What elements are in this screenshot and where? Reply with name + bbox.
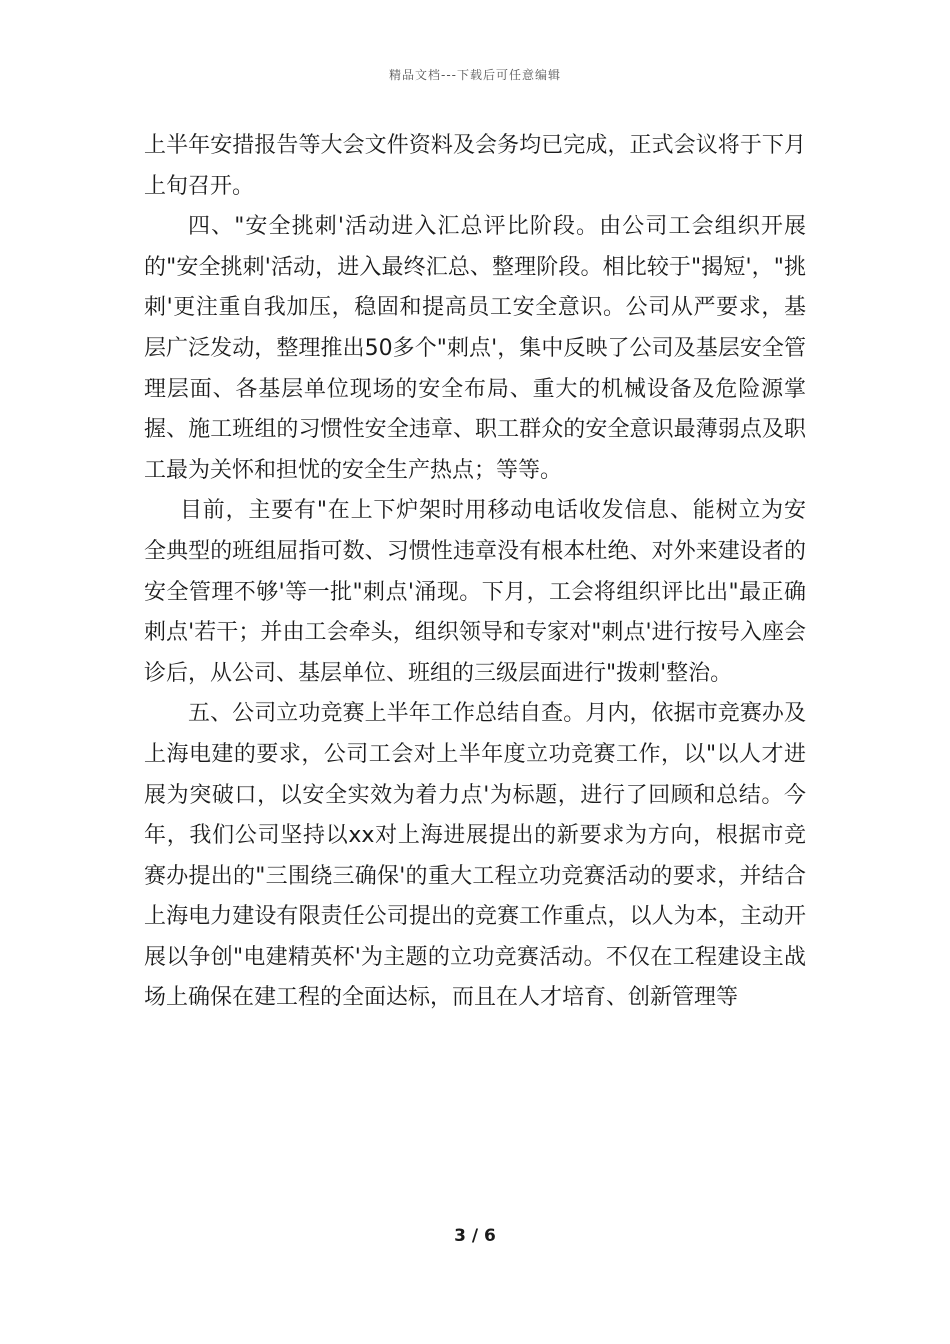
paragraph-section-five: 五、公司立功竞赛上半年工作总结自查。月内，依据市竞赛办及上海电建的要求，公司工会对上半年度立功竞赛工作，以"以人才进展为突破口，以安全实效为着力点'为标题，进行了回顾和总结。今年，我们公司坚持以xx对上海进展提出的新要求为方向，根据市竞赛办提出的"三围绕三确保'的重大工程立功竞赛活动的要求，并结合上海电力建设有限责任公司提出的竞赛工作重点，以人为本，主动开展以争创"电建精英杯'为主题的立功竞赛活动。不仅在工程建设主战场上确保在建工程的全面达标，而且在人才培育、创新管理等 <box>144 701 806 1011</box>
paragraph-continuation: 上半年安措报告等大会文件资料及会务均已完成，正式会议将于下月上旬召开。 <box>144 133 806 199</box>
page-header: 精品文档---下载后可任意编辑 <box>389 68 561 82</box>
document-body <box>144 126 806 1019</box>
page-number: 3 / 6 <box>454 1226 496 1246</box>
paragraph-section-four: 四、"安全挑刺'活动进入汇总评比阶段。由公司工会组织开展的"安全挑刺'活动，进入最终汇总、整理阶段。相比较于"揭短'，"挑刺'更注重自我加压，稳固和提高员工安全意识。公司从严要求，基层广泛发动，整理推出50多个"刺点'，集中反映了公司及基层安全管理层面、各基层单位现场的安全布局、重大的机械设备及危险源掌握、施工班组的习惯性安全违章、职工群众的安全意识最薄弱点及职工最为关怀和担忧的安全生产热点；等等。 <box>144 214 806 483</box>
paragraph-current-issues: 目前，主要有"在上下炉架时用移动电话收发信息、能树立为安全典型的班组屈指可数、习惯性违章没有根本杜绝、对外来建设者的安全管理不够'等一批"刺点'涌现。下月，工会将组织评比出"最正确刺点'若干；并由工会牵头，组织领导和专家对"刺点'进行按号入座会诊后，从公司、基层单位、班组的三级层面进行"拨刺'整治。 <box>144 498 806 686</box>
